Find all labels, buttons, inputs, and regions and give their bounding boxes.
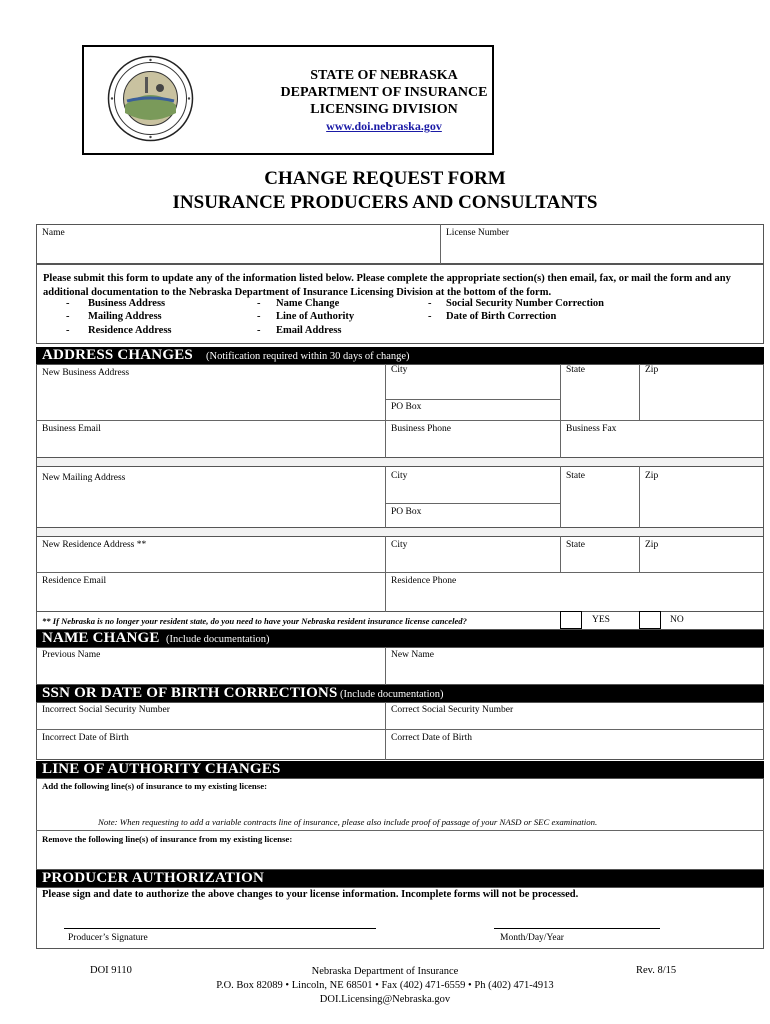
previous-name-label: Previous Name [42, 650, 101, 660]
resident-question: ** If Nebraska is no longer your resident state, do you need to have your Nebraska resident insurance license canceled? [42, 616, 467, 626]
list-item: Business Address [88, 298, 166, 309]
business-state-label: State [566, 365, 585, 375]
date-input[interactable] [494, 910, 660, 928]
residence-zip-label: Zip [645, 540, 659, 550]
incorrect-dob-label: Incorrect Date of Birth [42, 733, 129, 743]
new-business-address-label: New Business Address [42, 368, 130, 378]
residence-phone-label: Residence Phone [391, 576, 457, 586]
residence-state-label: State [566, 540, 585, 550]
name-change-header [36, 630, 764, 647]
business-city-label: City [391, 365, 408, 375]
business-email-label: Business Email [42, 424, 101, 434]
section-note: (Include documentation) [340, 689, 444, 700]
loa-remove-input[interactable] [37, 847, 763, 869]
website-link[interactable]: www.doi.nebraska.gov [326, 119, 442, 133]
new-business-address-input[interactable] [37, 380, 384, 419]
list-item: Name Change [276, 298, 340, 309]
business-state-input[interactable] [561, 377, 639, 419]
no-label: NO [670, 615, 684, 625]
correct-dob-label: Correct Date of Birth [391, 733, 472, 743]
signature-input[interactable] [64, 910, 376, 928]
list-item: Residence Address [88, 325, 172, 336]
section-heading: NAME CHANGE [42, 630, 160, 646]
footer-email: DOI.Licensing@Nebraska.gov [319, 994, 451, 1005]
loa-header [36, 761, 764, 778]
correct-ssn-label: Correct Social Security Number [391, 705, 514, 715]
mailing-state-label: State [566, 471, 585, 481]
correct-dob-input[interactable] [386, 744, 763, 759]
residence-zip-input[interactable] [640, 552, 763, 571]
license-number-label: License Number [446, 228, 510, 238]
footer-dept: Nebraska Department of Insurance [311, 966, 459, 977]
mailing-city-input[interactable] [386, 483, 560, 502]
section-heading: SSN OR DATE OF BIRTH CORRECTIONS [42, 685, 338, 701]
new-name-label: New Name [391, 650, 434, 660]
loa-add-input[interactable] [37, 794, 763, 814]
business-phone-label: Business Phone [391, 424, 451, 434]
section-note: (Notification required within 30 days of change) [206, 351, 410, 362]
mailing-po-box-label: PO Box [391, 507, 422, 517]
list-item: Line of Authority [276, 311, 355, 322]
business-zip-input[interactable] [640, 377, 763, 419]
incorrect-ssn-label: Incorrect Social Security Number [42, 705, 170, 715]
business-fax-input[interactable] [561, 436, 763, 457]
residence-phone-input[interactable] [386, 588, 763, 611]
license-number-input[interactable] [441, 238, 763, 263]
residence-state-input[interactable] [561, 552, 639, 571]
name-input[interactable] [37, 238, 439, 263]
mailing-po-box-input[interactable] [386, 518, 560, 527]
section-note: (Include documentation) [166, 634, 270, 645]
list-item: Social Security Number Correction [446, 298, 604, 309]
business-phone-input[interactable] [386, 436, 560, 457]
division-name: LICENSING DIVISION [310, 102, 458, 117]
business-po-box-input[interactable] [386, 412, 560, 420]
form-subtitle: INSURANCE PRODUCERS AND CONSULTANTS [172, 192, 598, 213]
signature-label: Producer’s Signature [68, 933, 148, 943]
department-name: DEPARTMENT OF INSURANCE [280, 85, 488, 100]
correct-ssn-input[interactable] [386, 716, 763, 728]
mailing-zip-input[interactable] [640, 483, 763, 527]
yes-label: YES [592, 615, 610, 625]
instructions-text: Please submit this form to update any of the information listed below. Please complete the appropriate section(s) then email, fax, or mail the form and any additional documentation to the Nebraska Department of Insurance Licensing Division at the bottom of the form. [43, 273, 731, 298]
nebraska-seal-icon [107, 55, 194, 142]
new-residence-address-input[interactable] [37, 552, 384, 571]
mailing-state-input[interactable] [561, 483, 639, 527]
residence-city-label: City [391, 540, 408, 550]
incorrect-dob-input[interactable] [37, 744, 384, 759]
previous-name-input[interactable] [37, 662, 384, 684]
form-title: CHANGE REQUEST FORM [264, 168, 506, 189]
business-email-input[interactable] [37, 436, 384, 457]
loa-remove-label: Remove the following line(s) of insurance from my existing license: [42, 834, 293, 844]
residence-email-label: Residence Email [42, 576, 107, 586]
revision: Rev. 8/15 [636, 965, 677, 976]
signature-line [64, 928, 376, 929]
residence-email-input[interactable] [37, 588, 384, 611]
loa-note: Note: When requesting to add a variable contracts line of insurance, please also include proof of passage of your NASD or SEC examination. [98, 817, 598, 827]
business-po-box-label: PO Box [391, 402, 422, 412]
business-city-input[interactable] [386, 377, 560, 398]
authorization-header [36, 870, 764, 887]
business-fax-label: Business Fax [566, 424, 617, 434]
business-zip-label: Zip [645, 365, 659, 375]
date-line [494, 928, 660, 929]
header-text [200, 67, 568, 135]
address-changes-header [36, 347, 764, 364]
yes-checkbox[interactable] [560, 611, 582, 629]
residence-city-input[interactable] [386, 552, 560, 571]
ssn-dob-header [36, 685, 764, 702]
incorrect-ssn-input[interactable] [37, 716, 384, 728]
new-residence-address-label: New Residence Address ** [42, 540, 147, 550]
footer-address: P.O. Box 82089 • Lincoln, NE 68501 • Fax (402) 471-6559 • Ph (402) 471-4913 [216, 980, 554, 991]
state-name: STATE OF NEBRASKA [310, 68, 458, 83]
authorization-text: Please sign and date to authorize the above changes to your license information. Incomplete forms will not be processed. [42, 889, 579, 900]
no-checkbox[interactable] [639, 611, 661, 629]
new-name-input[interactable] [386, 662, 763, 684]
date-label: Month/Day/Year [500, 933, 564, 943]
new-mailing-address-input[interactable] [37, 485, 384, 527]
section-heading: ADDRESS CHANGES [42, 347, 193, 363]
mailing-city-label: City [391, 471, 408, 481]
list-item: Date of Birth Correction [446, 311, 557, 322]
list-item: Mailing Address [88, 311, 162, 322]
new-mailing-address-label: New Mailing Address [42, 473, 126, 483]
list-item: Email Address [276, 325, 342, 336]
section-heading: PRODUCER AUTHORIZATION [42, 870, 265, 886]
loa-add-label: Add the following line(s) of insurance to my existing license: [42, 781, 268, 791]
section-heading: LINE OF AUTHORITY CHANGES [42, 761, 281, 777]
form-id: DOI 9110 [90, 965, 132, 976]
name-label: Name [42, 228, 65, 238]
mailing-zip-label: Zip [645, 471, 659, 481]
change-type-list: - Business Address - Mailing Address - Residence Address - Name Change - Line of Authority - Email Address - Social Security Number Correction - Date of Birth Correction [66, 298, 604, 336]
